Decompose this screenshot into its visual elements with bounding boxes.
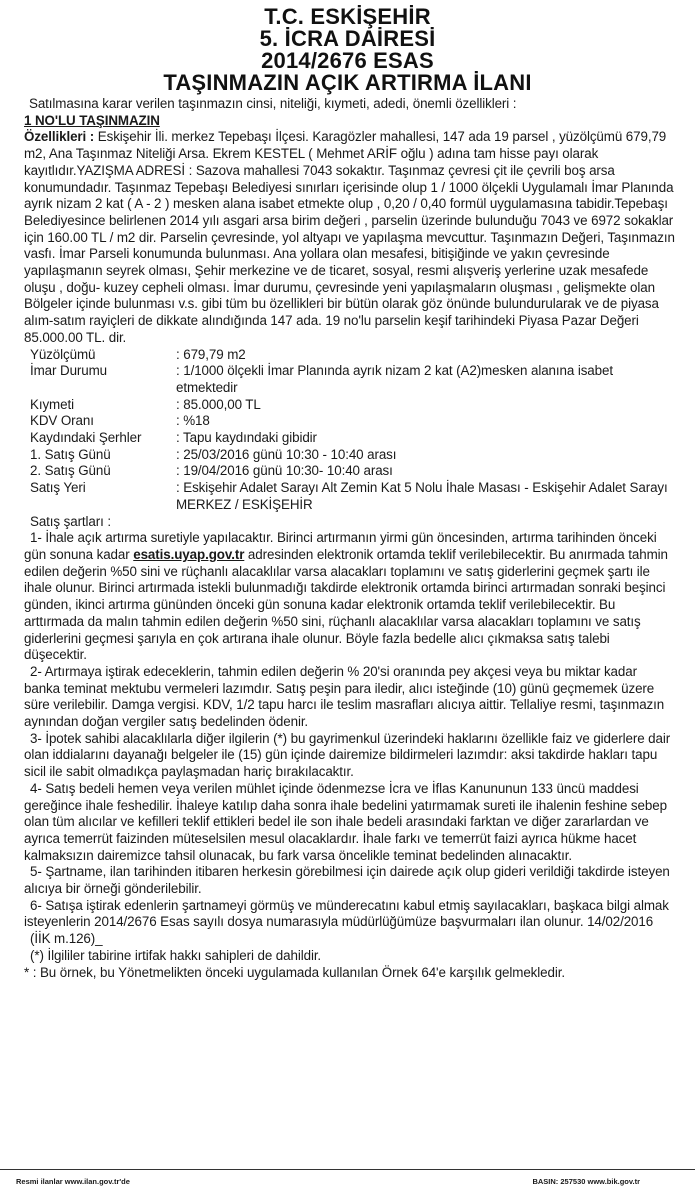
detail-value: : 85.000,00 TL [176,396,261,412]
detail-label: Yüzölçümü [30,346,96,362]
detail-value: : %18 [176,413,210,429]
detail-label: İmar Durumu [30,363,108,379]
detail-value: : 1/1000 ölçekli İmar Planında ayrık nizam 2 kat (A2)mesken alanına isabet etmektedir [176,363,613,395]
property-features [24,129,675,346]
page-footer [0,1169,695,1200]
condition-1-text-b: adresinden elektronik ortamda teklif verilebilecektir. Bu anırmada tahmin edilen değerin %50 sini ve rüçhanlı alacaklılar varsa alacakları toplamını ve satış giderlerini geçmek şartı ile ihale olunur. Birinci artırmada istekli bulunmadığı takdirde elektronik ortamda birinci artırmadan sonraki beşinci günden, ikinci artırma gününden önceki gün sonuna kadar elektronik ortamda teklif verilebilecektir. Bu arttırmada da malın tahmin edilen değerin %50 sini, rüçhanlı alacaklılar varsa alacakları toplamını ve satış giderlerini geçmesi şarıyla en çok artırana ihale olunur. Böyle fazla bedelle alıcı çıkmaksa satış talebi düşecektir. [24,546,668,663]
features-label: Özellikleri : [24,129,95,145]
condition-5: 5- Şartname, ilan tarihinden itibaren herkesin görebilmesi için dairede açık olup gideri verildiği takdirde isteyen alıcıya bir örneği gönderilebilir. [24,864,670,897]
detail-value: : Tapu kaydındaki gibidir [176,430,317,446]
detail-row [30,413,675,430]
detail-value: : 25/03/2016 günü 10:30 - 10:40 arası [176,446,397,462]
court-province: T.C. ESKİŞEHİR [264,4,431,29]
features-text: Eskişehir İli. merkez Tepebaşı İlçesi. Karagözler mahallesi, 147 ada 19 parsel , yüzölçümü 679,79 m2, Ana Taşınmaz Niteliği Arsa. Ekrem KESTEL ( Mehmet ARİF oğlu ) adına tam hisse payı olarak kayıtlıdır.YAZIŞMA ADRESİ : Sazova mahallesi 7043 sokaktır. Taşınmaz çevresi çit ile çevrili boş arsa konumundadır. Taşınmaz Tepebaşı Belediyesi sınırları içerisinde olup 1 / 1000 ölçekli Uygulamalı İmar Planında ayrık nizam 2 kat ( A - 2 ) mesken alana isabet etmekte olup , 0,20 / 0,40 formül uygulamasına tabidir.Tepebaşı Belediyesince belirlenen 2014 yılı asgari arsa birim değeri , parselin üzerinde bulunduğu 7043 ve 6972 sokaklar için 160.00 TL / m2 dir. Parselin çevresinde, yol altyapı ve yapılaşma mevcuttur. Taşınmazın Değeri, Taşınmazın vasfı. İmar Parseli konumunda bulunması. Ana yollara olan mesafesi, bitişiğinde ve yakın çevresinde yapılaşmanın seyrek olması, Şehir merkezine ve de ticaret, sosyal, resmi alışveriş yerlerine uzak mesafede oluşu , doğu- kuzey cepheli olması. İmar durumu, çevresinde yeni yapılaşmaların oluşması , gelişmekte olan Bölgeler içinde bulunması v.s. gibi tüm bu özellikleri bir bütün olarak göz önünde bulundurularak ve de piyasa alım-satım rayiçleri de dikkate alındığında 147 ada. 19 no'lu parselin keşif tarihindeki Piyasa Pazar Değeri 85.000.00 TL. dir. [24,129,675,345]
condition-6: 6- Satışa iştirak edenlerin şartnameyi görmüş ve münderecatını kabul etmiş sayılacakları, başkaca bilgi almak isteyenlerin 2014/2676 Esas sayılı dosya numarasıyla müdürlüğümüze başvurmaları ilan olunur. 14/02/2016 [24,897,669,930]
detail-row [30,347,675,364]
detail-label: 1. Satış Günü [30,446,111,462]
intro-text: Satılmasına karar verilen taşınmazın cinsi, niteliği, kıymeti, adedi, önemli özellikleri : [29,96,517,111]
detail-value: : 19/04/2016 günü 10:30- 10:40 arası [176,463,393,479]
detail-row [30,363,675,396]
notice-title: TAŞINMAZIN AÇIK ARTIRMA İLANI [163,70,532,95]
detail-row [30,447,675,464]
detail-value: : 679,79 m2 [176,346,246,362]
condition-1 [24,530,675,664]
condition-4: 4- Satış bedeli hemen veya verilen mühlet içinde ödenmezse İcra ve İflas Kanununun 133 üncü maddesi gereğince ihale feshedilir. İhaleye katılıp daha sonra ihale bedelini yatırmamak sureti ile ihalenin feshine sebep olan tüm alıcılar ve kefilleri teklif ettikleri bedel ile son ihale bedeli arasındaki farktan ve diğer zararlardan ve ayrıca temerrüt faizinden müteselsilen mesul olacaklardır. İhale farkı ve temerrüt faizi ayrıca hükme hacet kalmaksızın dairemizce tahsil olunacak, bu fark varsa öncelikle teminat bedelinden alınacaktır. [24,780,667,863]
detail-row [30,430,675,447]
detail-row [30,463,675,480]
condition-3: 3- İpotek sahibi alacaklılarla diğer ilgilerin (*) bu gayrimenkul üzerindeki haklarını özellikle faiz ve giderlere dair olan iddialarını dayanağı belgeler ile (15) gün içinde dairemize bildirmeleri lazımdır: aksi takdirde hakları tapu sicil ile sabit olmadıkça paylaşmadan hariç bırakılacaktır. [24,730,671,780]
detail-label: Satış Yeri [30,480,86,496]
court-office: 5. İCRA DAİRESİ [259,26,436,51]
detail-label: Kaydındaki Şerhler [30,430,142,446]
condition-2: 2- Artırmaya iştirak edeceklerin, tahmin edilen değerin % 20'si oranında pey akçesi veya bu miktar kadar banka teminat mektubu vermeleri lazımdır. Satış peşin para iledir, alıcı isteğinde (10) günü geçmemek üzere süre verilebilir. Damga vergisi. KDV, 1/2 tapu harcı ile teslim masrafları alıcıya aittir. Tellaliye resmi, taşınmazın aynından doğan vergiler satış bedelinden ödenir. [24,663,665,730]
law-reference: (İİK m.126)_ [30,931,103,947]
detail-label: KDV Oranı [30,413,94,429]
condition-1-text-a: 1- İhale açık artırma suretiyle yapılacaktır. Birinci artırmanın yirmi gün öncesinden, artırma tarihinden önceki gün sonuna kadar [24,530,657,562]
detail-row [30,397,675,414]
footer-basin-ref[interactable]: BASIN: 257530 www.bik.gov.tr [532,1177,640,1186]
case-number: 2014/2676 ESAS [261,48,434,73]
detail-row [30,480,675,513]
detail-label: 2. Satış Günü [30,463,111,479]
detail-value: : Eskişehir Adalet Sarayı Alt Zemin Kat 5 Nolu İhale Masası - Eskişehir Adalet Sarayı MERKEZ / ESKİŞEHİR [176,480,668,512]
footnote-2: * : Bu örnek, bu Yönetmelikten önceki uygulamada kullanılan Örnek 64'e karşılık gelmekledir. [24,964,565,980]
property-heading: 1 NO'LU TAŞINMAZIN [24,112,160,128]
esatis-link[interactable]: esatis.uyap.gov.tr [133,546,245,562]
footnote-1: (*) İlgililer tabirine irtifak hakkı sahipleri de dahildir. [30,947,322,963]
conditions-heading: Satış şartları : [30,513,111,529]
notice-body [0,94,695,981]
property-details-table [30,347,675,514]
notice-header [0,0,695,94]
detail-label: Kıymeti [30,396,74,412]
footer-ilan-link[interactable]: Resmi ilanlar www.ilan.gov.tr'de [16,1177,130,1186]
